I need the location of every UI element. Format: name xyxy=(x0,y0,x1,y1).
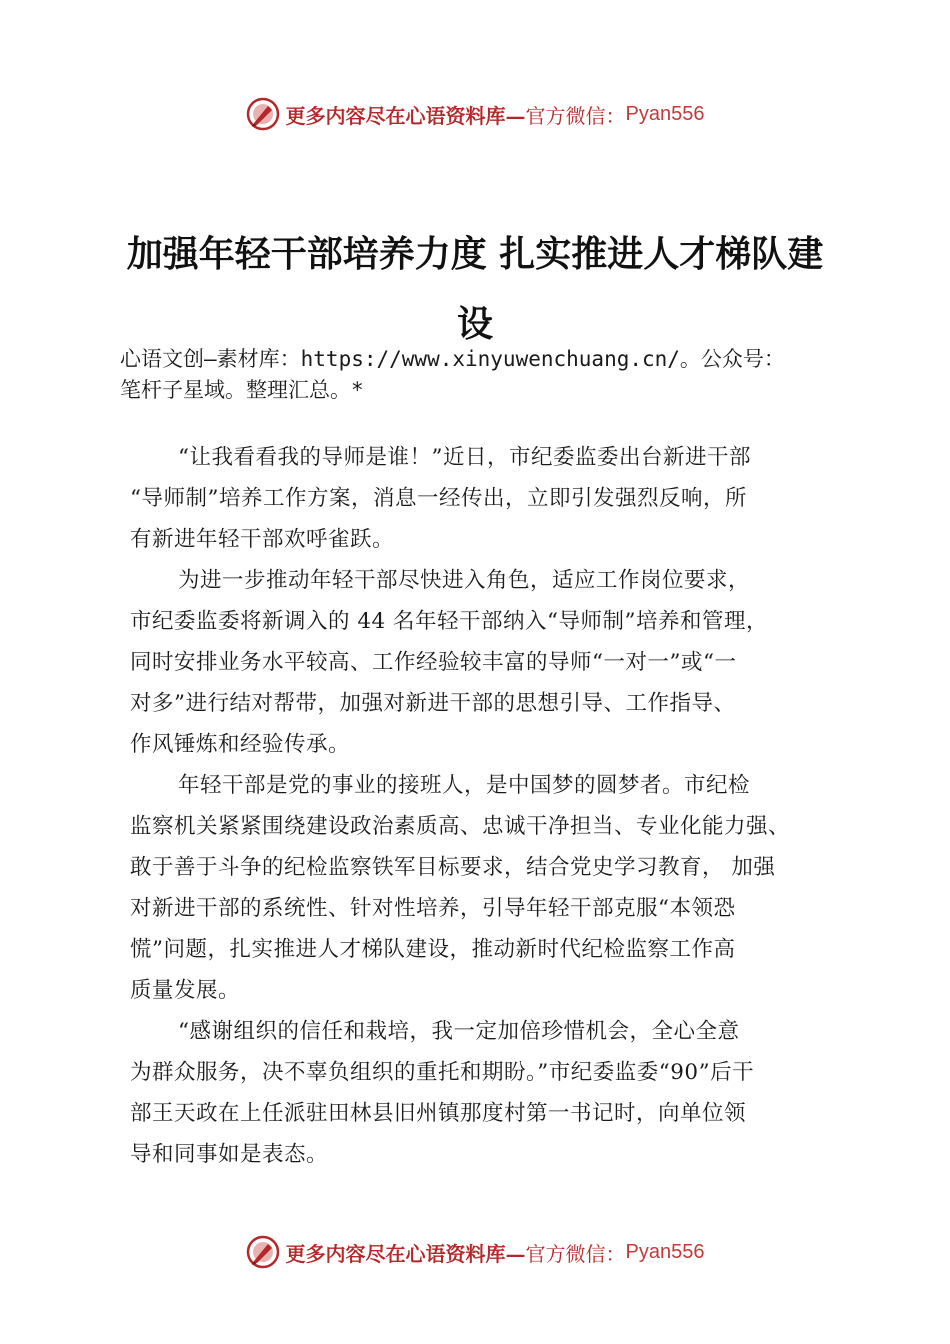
body-line: “让我看看我的导师是谁！”近日，市纪委监委出台新进干部 xyxy=(178,445,751,470)
body-line: “导师制”培养工作方案，消息一经传出，立即引发强烈反响，所 xyxy=(130,486,747,511)
body-line: 同时安排业务水平较高、工作经验较丰富的导师“一对一”或“一 xyxy=(130,650,737,675)
document-title-line-2: 设 xyxy=(456,303,493,345)
body-line: 敢于善于斗争的纪检监察铁军目标要求，结合党史学习教育， 加强 xyxy=(130,855,776,880)
body-line: 年轻干部是党的事业的接班人，是中国梦的圆梦者。市纪检 xyxy=(178,773,751,798)
body-line: 有新进年轻干部欢呼雀跃。 xyxy=(130,527,395,552)
source-note-line-2: 笔杆子星域。整理汇总。* xyxy=(120,378,364,402)
body-line: 对新进干部的系统性、针对性培养，引导年轻干部克服“本领恐 xyxy=(130,896,736,921)
document-title-line-1: 加强年轻干部培养力度 扎实推进人才梯队建 xyxy=(126,233,824,275)
banner-wechat-label: 官方微信： xyxy=(525,1241,626,1266)
pen-nib-logo-icon xyxy=(246,1235,280,1269)
body-line: 对多”进行结对帮带，加强对新进干部的思想引导、工作指导、 xyxy=(130,691,736,716)
body-line: 质量发展。 xyxy=(130,978,241,1003)
body-line: 为群众服务，决不辜负组织的重托和期盼。”市纪委监委“90”后干 xyxy=(130,1060,755,1085)
body-line: 慌”问题，扎实推进人才梯队建设，推动新时代纪检监察工作高 xyxy=(130,937,736,962)
header-banner xyxy=(0,94,950,134)
body-line: 为进一步推动年轻干部尽快进入角色，适应工作岗位要求， xyxy=(178,568,751,593)
body-line: 导和同事如是表态。 xyxy=(130,1142,329,1167)
body-line: 部王天政在上任派驻田林县旧州镇那度村第一书记时，向单位领 xyxy=(130,1101,747,1126)
body-line: “感谢组织的信任和栽培，我一定加倍珍惜机会，全心全意 xyxy=(178,1019,740,1044)
source-note-line-1: 心语文创—素材库：https://www.xinyuwenchuang.cn/。公众号： xyxy=(120,347,785,371)
footer-banner xyxy=(0,1232,950,1272)
banner-wechat-id: Pyan556 xyxy=(625,1240,705,1263)
banner-text: 更多内容尽在心语资料库— xyxy=(285,103,526,128)
body-line: 监察机关紧紧围绕建设政治素质高、忠诚干净担当、专业化能力强、 xyxy=(130,814,791,839)
body-line: 作风锤炼和经验传承。 xyxy=(130,732,351,757)
source-note xyxy=(120,344,860,406)
banner-text: 更多内容尽在心语资料库— xyxy=(285,1241,526,1266)
body-line: 市纪委监委将新调入的 44 名年轻干部纳入“导师制”培养和管理， xyxy=(130,609,769,634)
banner-wechat-label: 官方微信： xyxy=(525,103,626,128)
pen-nib-logo-icon xyxy=(246,97,280,131)
banner-wechat-id: Pyan556 xyxy=(625,102,705,125)
